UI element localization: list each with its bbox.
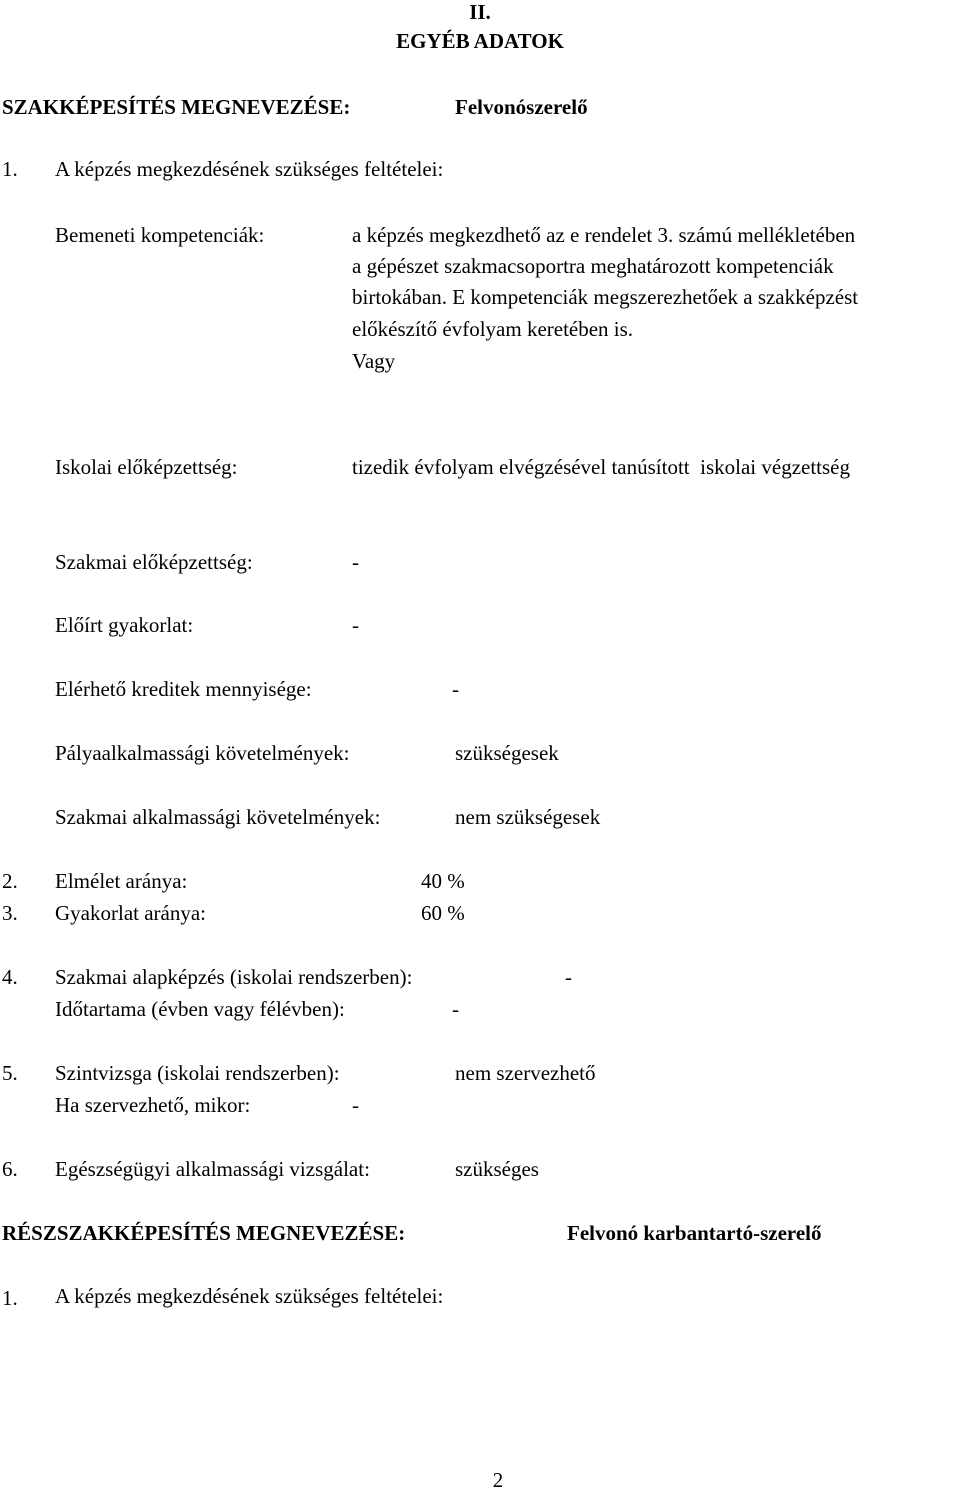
entry-competencies-label: Bemeneti kompetenciák: (55, 223, 265, 247)
page-number: 2 (492, 1468, 504, 1492)
partial-qualification-value: Felvonó karbantartó-szerelő (567, 1221, 822, 1245)
section-1-number: 1. (2, 157, 18, 181)
basic-training-number: 4. (2, 965, 18, 989)
qualification-value: Felvonószerelő (455, 95, 588, 119)
entry-competencies-or: Vagy (352, 349, 396, 373)
level-exam-number: 5. (2, 1061, 18, 1085)
level-exam-label: Szintvizsga (iskolai rendszerben): (55, 1061, 340, 1085)
practice-label: Gyakorlat aránya: (55, 901, 207, 925)
basic-training-duration-label: Időtartama (évben vagy félévben): (55, 997, 345, 1021)
entry-competencies-line: a gépészet szakmacsoportra meghatározott kompetenciák (352, 254, 834, 278)
theory-label: Elmélet aránya: (55, 869, 188, 893)
required-practice-label: Előírt gyakorlat: (55, 613, 194, 637)
health-exam-value: szükséges (455, 1157, 539, 1181)
school-prereq-label: Iskolai előképzettség: (55, 455, 238, 479)
credits-label: Elérhető kreditek mennyisége: (55, 677, 312, 701)
professional-aptitude-label: Szakmai alkalmassági követelmények: (55, 805, 381, 829)
career-aptitude-value: szükségesek (455, 741, 559, 765)
school-prereq-value: tizedik évfolyam elvégzésével tanúsított iskolai végzettség (352, 455, 851, 479)
entry-competencies-line: birtokában. E kompetenciák megszerezhetőek a szakképzést (352, 285, 859, 309)
theory-value: 40 % (421, 869, 465, 893)
professional-prereq-value: - (352, 550, 359, 574)
section-1b-number: 1. (2, 1286, 18, 1310)
section-1-text: A képzés megkezdésének szükséges feltételei: (55, 157, 444, 181)
professional-prereq-label: Szakmai előképzettség: (55, 550, 253, 574)
qualification-label: SZAKKÉPESÍTÉS MEGNEVEZÉSE: (2, 95, 351, 119)
basic-training-duration-value: - (452, 997, 459, 1021)
professional-aptitude-value: nem szükségesek (455, 805, 601, 829)
entry-competencies-line: a képzés megkezdhető az e rendelet 3. számú mellékletében (352, 223, 856, 247)
practice-value: 60 % (421, 901, 465, 925)
basic-training-label: Szakmai alapképzés (iskolai rendszerben): (55, 965, 413, 989)
level-exam-value: nem szervezhető (455, 1061, 596, 1085)
health-exam-label: Egészségügyi alkalmassági vizsgálat: (55, 1157, 370, 1181)
page-title: EGYÉB ADATOK (396, 29, 564, 53)
partial-qualification-label: RÉSZSZAKKÉPESÍTÉS MEGNEVEZÉSE: (2, 1221, 406, 1245)
theory-number: 2. (2, 869, 18, 893)
required-practice-value: - (352, 613, 359, 637)
career-aptitude-label: Pályaalkalmassági követelmények: (55, 741, 350, 765)
practice-number: 3. (2, 901, 18, 925)
level-exam-when-value: - (352, 1093, 359, 1117)
credits-value: - (452, 677, 459, 701)
level-exam-when-label: Ha szervezhető, mikor: (55, 1093, 251, 1117)
basic-training-value: - (565, 965, 572, 989)
section-roman-numeral: II. (469, 0, 491, 24)
entry-competencies-line: előkészítő évfolyam keretében is. (352, 317, 634, 341)
health-exam-number: 6. (2, 1157, 18, 1181)
section-1b-text: A képzés megkezdésének szükséges feltételei: (55, 1284, 444, 1308)
